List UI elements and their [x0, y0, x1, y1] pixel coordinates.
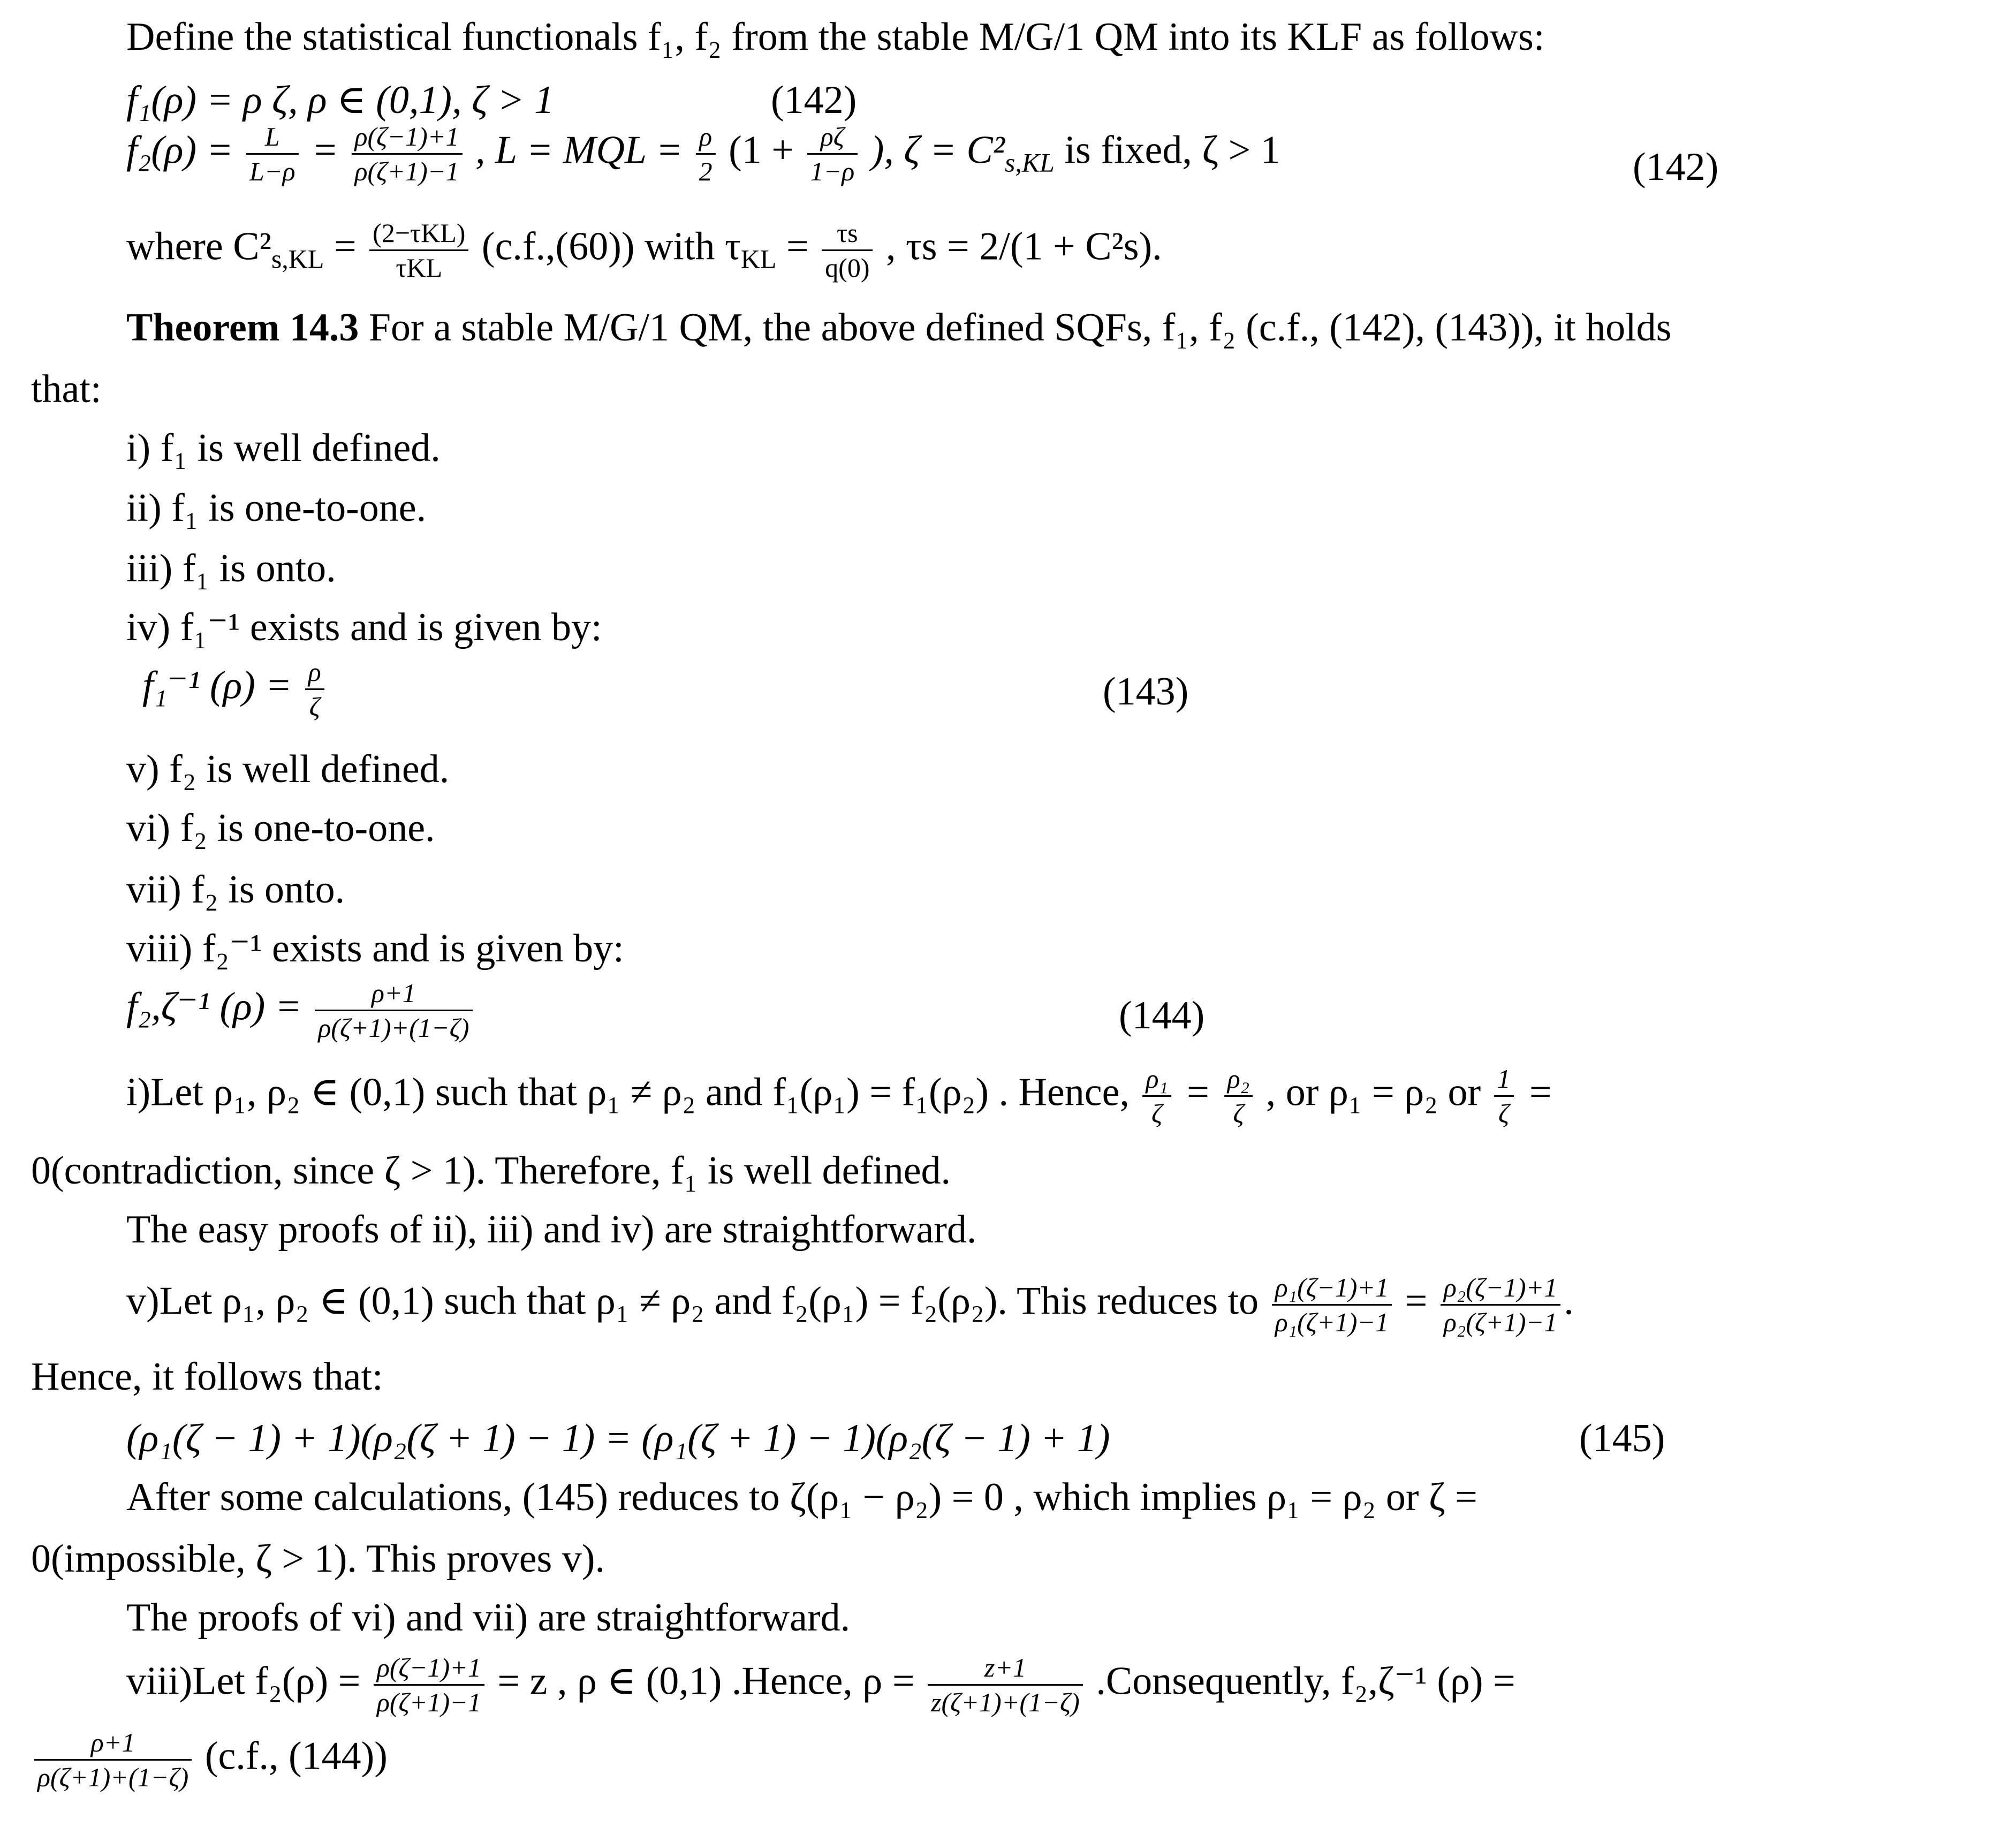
- equation-145: (ρ₁(ζ − 1) + 1)(ρ₂(ζ + 1) − 1) = (ρ₁(ζ + 1) − 1)(ρ₂(ζ − 1) + 1): [126, 1416, 1110, 1460]
- theorem-continuation: that:: [31, 367, 102, 411]
- item-ii: ii) f₁ is one-to-one.: [126, 486, 427, 530]
- fraction: $\frac{\tau s}{q(0)}$: [822, 219, 873, 281]
- equation-number: (145): [1579, 1416, 1665, 1460]
- fraction: $\frac{\rho\zeta}{1-\rho}$: [807, 123, 858, 185]
- item-iv: iv) f₁⁻¹ exists and is given by:: [126, 605, 602, 649]
- theorem-label: Theorem 14.3: [126, 306, 359, 350]
- fraction: $\frac{z+1}{z(\zeta+1)+(1-\zeta)}$: [928, 1654, 1083, 1716]
- proof-v-calc: After some calculations, (145) reduces to ζ(ρ₁ − ρ₂) = 0 , which implies ρ₁ = ρ₂ or ζ =: [126, 1475, 1477, 1519]
- fraction: $\frac{\text{(2−τKL)}}{\text{τKL}}$: [369, 219, 468, 281]
- fraction: $\frac{L}{L-\rho}$: [246, 123, 299, 185]
- equation-number: (143): [1103, 670, 1189, 714]
- item-iii: iii) f₁ is onto.: [126, 547, 336, 590]
- fraction: $\frac{\rho}{\zeta}$: [305, 658, 324, 720]
- fraction: $\frac{\rho+1}{\rho(\zeta+1)+(1-\zeta)}$: [34, 1729, 192, 1791]
- equation-number: (142): [1633, 145, 1719, 189]
- fraction: $\frac{\rho(\zeta-1)+1}{\rho(\zeta+1)-1}$: [374, 1654, 484, 1716]
- proof-viii-line: viii)Let f₂(ρ) = $\frac{\rho(\zeta-1)+1}{\rho(\zeta+1)-1}$ = z , ρ ∈ (0,1) .Hence, ρ = $\frac{z+1}{z(\zeta+1)+(1-\zeta)}$ .Consequently, f₂,ζ⁻¹ (ρ) =: [126, 1652, 1515, 1717]
- definition-f1: f₁(ρ) = ρ ζ, ρ ∈ (0,1), ζ > 1: [126, 78, 554, 122]
- fraction: $\frac{\text{ρ₁}}{\zeta}$: [1142, 1065, 1171, 1127]
- equation-143: f₁⁻¹ (ρ) = $\frac{\rho}{\zeta}$: [142, 658, 328, 720]
- item-v: v) f₂ is well defined.: [126, 747, 450, 791]
- item-vii: vii) f₂ is onto.: [126, 868, 345, 912]
- proof-vi-vii: The proofs of vi) and vii) are straightforward.: [126, 1596, 851, 1640]
- equation-number: (144): [1119, 994, 1205, 1037]
- theorem-line: Theorem 14.3 For a stable M/G/1 QM, the above defined SQFs, f₁, f₂ (c.f., (142), (143)), it holds: [126, 306, 1672, 350]
- fraction: $\frac{\text{ρ₂}}{\zeta}$: [1224, 1065, 1253, 1127]
- fraction: $\frac{\rho(\zeta-1)+1}{\rho(\zeta+1)-1}$: [352, 123, 463, 185]
- fraction: $\frac{\text{ρ₁(ζ−1)+1}}{\text{ρ₁(ζ+1)−1}}$: [1272, 1274, 1392, 1336]
- fraction: $\frac{\text{ρ₂(ζ−1)+1}}{\text{ρ₂(ζ+1)−1}}$: [1441, 1274, 1560, 1336]
- proof-viii-continuation: $\frac{\rho+1}{\rho(\zeta+1)+(1-\zeta)}$ (c.f., (144)): [31, 1729, 388, 1791]
- proof-ii-iv: The easy proofs of ii), iii) and iv) are straightforward.: [126, 1208, 977, 1252]
- definition-f2: f₂(ρ) = $\frac{L}{L-\rho}$ = $\frac{\rho(\zeta-1)+1}{\rho(\zeta+1)-1}$ , L = MQL = $\frac{\rho}{2}$ (1 + $\frac{\rho\zeta}{1-\rho}$ ), $\zeta = C^2_{s,KL}$ is fixed, ζ > 1: [126, 122, 1280, 186]
- proof-v-calc-continuation: 0(impossible, ζ > 1). This proves v).: [31, 1537, 605, 1581]
- item-viii: viii) f₂⁻¹ exists and is given by:: [126, 927, 624, 971]
- proof-v-line: v)Let ρ₁, ρ₂ ∈ (0,1) such that ρ₁ ≠ ρ₂ and f₂(ρ₁) = f₂(ρ₂). This reduces to $\frac{\text{ρ₁(ζ−1)+1}}{\text{ρ₁(ζ+1)−1}}$ = $\frac{\text{ρ₂(ζ−1)+1}}{\text{ρ₂(ζ+1)−1}}$ .: [126, 1272, 1574, 1337]
- where-line: where $C^2_{s,KL}$ = $\frac{\text{(2−τKL)}}{\text{τKL}}$ (c.f.,(60)) with $\tau_{KL}$ = $\frac{\tau s}{q(0)}$ , τs = 2/(1 + C²s).: [126, 218, 1162, 283]
- intro-line: Define the statistical functionals f₁, f₂ from the stable M/G/1 QM into its KLF as follows:: [126, 15, 1545, 59]
- item-i: i) f₁ is well defined.: [126, 426, 441, 470]
- fraction: $\frac{\rho+1}{\rho(\zeta+1)+(1-\zeta)}$: [315, 980, 472, 1041]
- fraction: $\frac{\rho}{2}$: [696, 123, 716, 185]
- proof-v-continuation: Hence, it follows that:: [31, 1355, 383, 1399]
- proof-i-line: i)Let ρ₁, ρ₂ ∈ (0,1) such that ρ₁ ≠ ρ₂ and f₁(ρ₁) = f₁(ρ₂) . Hence, $\frac{\text{ρ₁}}{\zeta}$ = $\frac{\text{ρ₂}}{\zeta}$ , or ρ₁ = ρ₂ or $\frac{1}{\zeta}$ =: [126, 1064, 1554, 1128]
- item-vi: vi) f₂ is one-to-one.: [126, 806, 435, 850]
- fraction: $\frac{1}{\zeta}$: [1494, 1065, 1514, 1127]
- equation-144: f₂,ζ⁻¹ (ρ) = $\frac{\rho+1}{\rho(\zeta+1)+(1-\zeta)}$: [126, 980, 476, 1041]
- equation-number: (142): [771, 78, 857, 122]
- proof-i-continuation: 0(contradiction, since ζ > 1). Therefore, f₁ is well defined.: [31, 1149, 951, 1193]
